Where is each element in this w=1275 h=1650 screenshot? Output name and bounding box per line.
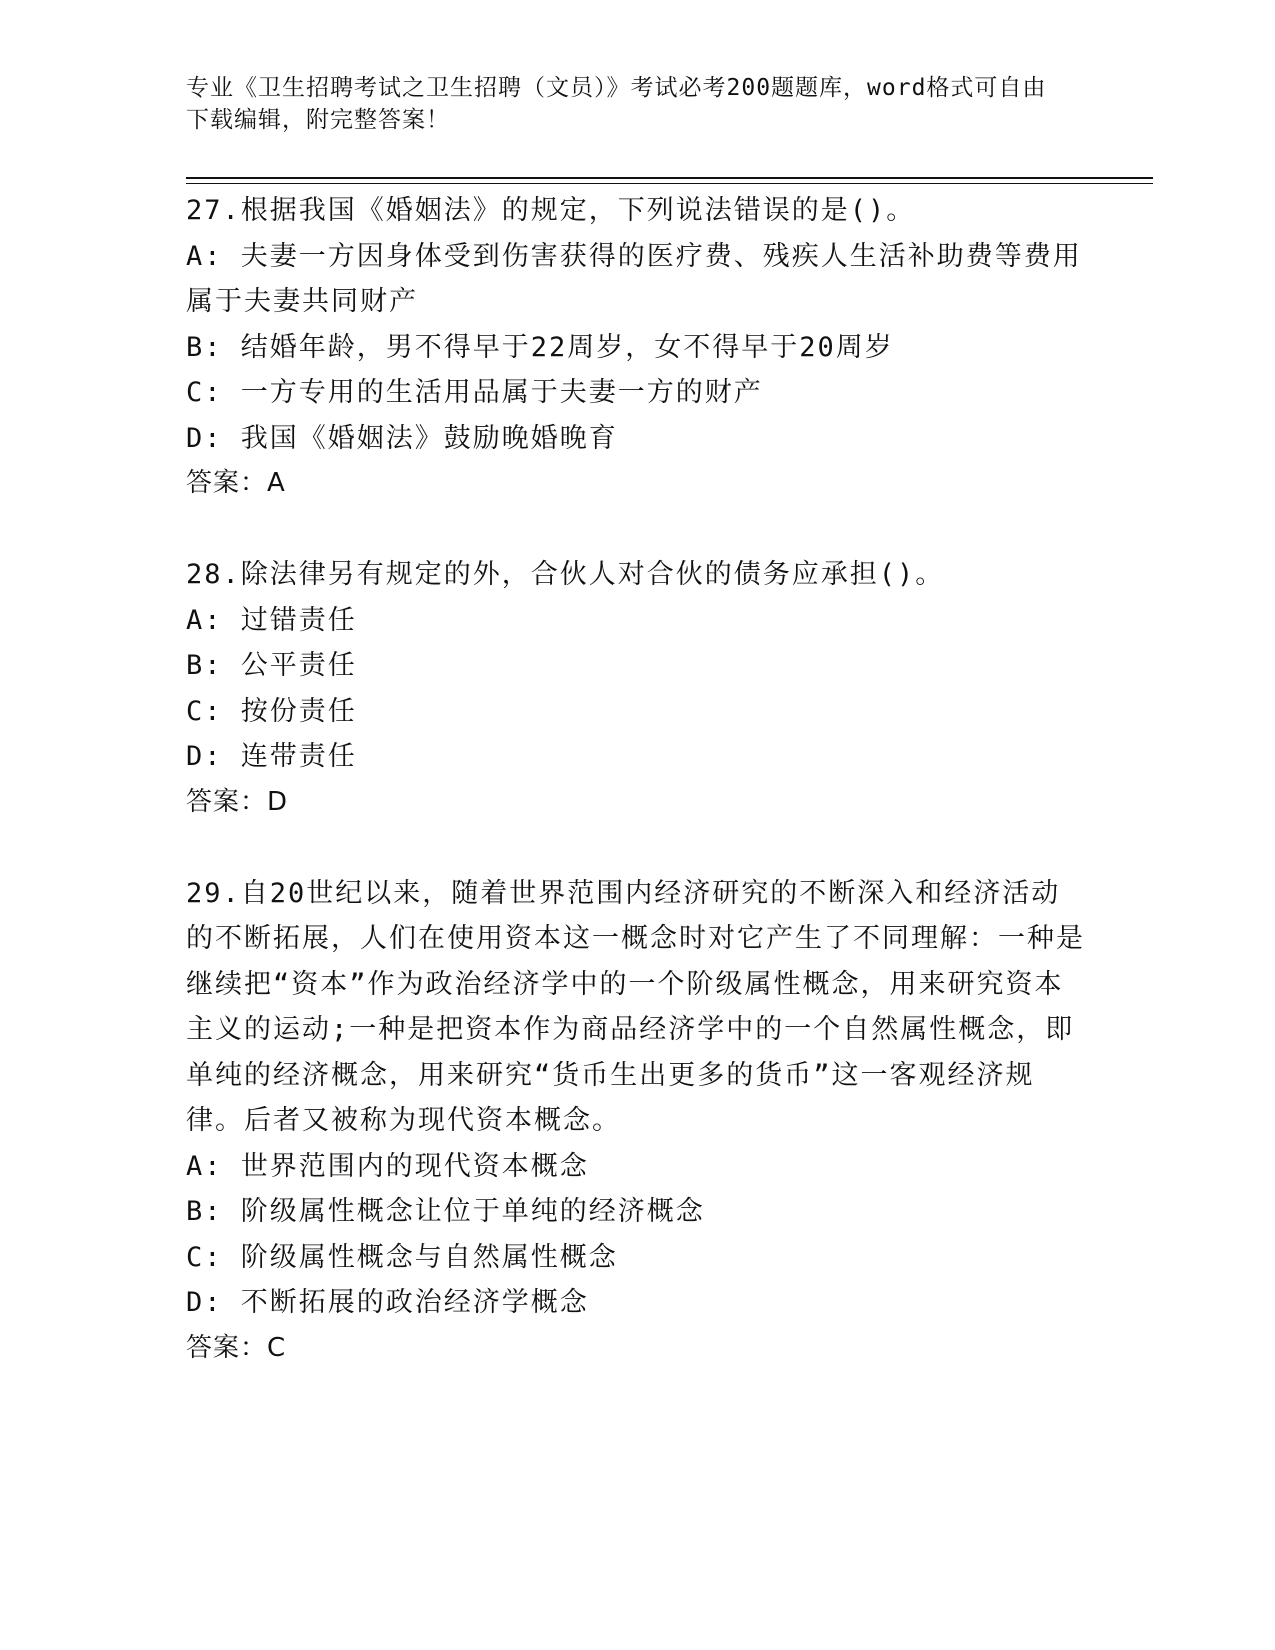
question-27	[186, 188, 1086, 507]
option-d: D: 连带责任	[186, 741, 357, 772]
option-d: D: 我国《婚姻法》鼓励晚婚晚育	[186, 422, 618, 454]
question-text: 27.根据我国《婚姻法》的规定，下列说法错误的是()。	[186, 195, 916, 226]
question-text: 29.自20世纪以来，随着世界范围内经济研究的不断深入和经济活动的不断拓展，人们在使用资本这一概念时对它产生了不同理解：一种是继续把“资本”作为政治经济学中的一个阶级属性概念，用来研究资本主义的运动;一种是把资本作为商品经济学中的一个自然属性概念，即单纯的经济概念，用来研究“货币生出更多的货币”这一客观经济规律。后者又被称为现代资本概念。	[186, 877, 1085, 1136]
spacer	[186, 825, 1086, 871]
answer-label: 答案：C	[186, 1332, 287, 1363]
header-divider-thin	[186, 183, 1153, 184]
answer-label: 答案：A	[186, 468, 286, 498]
option-c: C: 一方专用的生活用品属于夫妻一方的财产	[186, 377, 763, 408]
document-header: 专业《卫生招聘考试之卫生招聘（文员）》考试必考200题题库，word格式可自由下载编辑，附完整答案！	[186, 75, 1047, 133]
option-a: A: 夫妻一方因身体受到伤害获得的医疗费、残疾人生活补助费等费用属于夫妻共同财产	[186, 240, 1082, 317]
option-a: A: 过错责任	[186, 604, 357, 636]
header-divider-thick	[186, 177, 1153, 179]
option-c: C: 按份责任	[186, 695, 357, 727]
question-29	[186, 871, 1086, 1372]
option-a: A: 世界范围内的现代资本概念	[186, 1150, 589, 1182]
option-c: C: 阶级属性概念与自然属性概念	[186, 1241, 618, 1273]
question-list	[186, 188, 1086, 1371]
option-b: B: 结婚年龄，男不得早于22周岁，女不得早于20周岁	[186, 331, 894, 363]
question-28	[186, 552, 1086, 825]
option-d: D: 不断拓展的政治经济学概念	[186, 1287, 589, 1318]
spacer	[186, 507, 1086, 553]
option-b: B: 公平责任	[186, 650, 357, 681]
question-text: 28.除法律另有规定的外，合伙人对合伙的债务应承担()。	[186, 559, 945, 590]
option-b: B: 阶级属性概念让位于单纯的经济概念	[186, 1196, 705, 1227]
answer-label: 答案：D	[186, 786, 289, 817]
